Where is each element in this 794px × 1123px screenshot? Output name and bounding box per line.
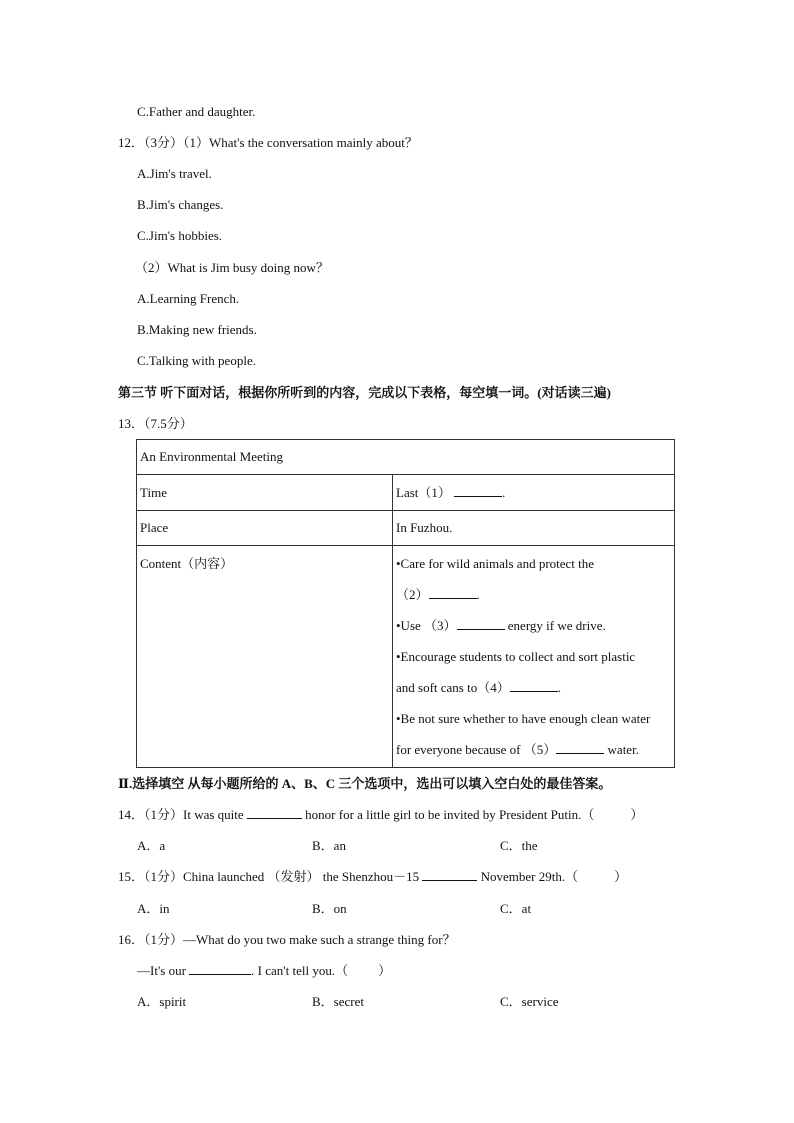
q16-reply-prefix: —It's our [137,963,190,978]
table-title-cell [137,440,675,475]
q15-stem-prefix: 15．（1分）China launched （发射） the Shenzhou－15 [118,869,423,884]
content-line-7-prefix: for everyone because of （5） [396,742,557,757]
q16-blank[interactable] [189,962,251,975]
q12-2-stem: （2）What is Jim busy doing now？ [135,260,329,275]
q16-option-b[interactable]: B．secret [312,994,364,1009]
q15-stem [118,868,627,886]
q12-1-option-b: B.Jim's changes. [137,197,224,212]
q12-1-option-a: A.Jim's travel. [137,166,212,181]
q16-reply-suffix: . I can't tell you.（ [251,963,349,978]
q11-option-c: C.Father and daughter. [137,104,256,119]
meeting-table [136,439,675,768]
content-line-3 [396,610,671,641]
time-value-cell [393,475,675,511]
place-label-cell [137,511,393,546]
time-label: Time [140,484,167,500]
content-line-3-prefix: •Use （3） [396,618,457,633]
blank-2[interactable] [429,586,477,599]
time-value-prefix: Last（1） [396,484,451,500]
section3-heading: 第三节 听下面对话，根据你所听到的内容，完成以下表格，每空填一词。(对话读三遍) [118,385,611,400]
q14-option-b[interactable]: B．an [312,838,346,853]
q12-2-option-c: C.Talking with people. [137,353,256,368]
q13-stem: 13．（7.5分） [118,416,193,431]
q12-stem: 12．（3分）（1）What's the conversation mainly about？ [118,135,418,150]
q12-2-option-a: A.Learning French. [137,291,240,306]
content-line-2-suffix: . [476,587,480,602]
blank-3[interactable] [457,617,505,630]
q15-blank[interactable] [422,868,477,881]
content-line-5 [396,672,671,703]
content-line-6-text: •Be not sure whether to have enough clean water [396,711,651,726]
content-line-5-prefix: and soft cans to（4） [396,680,510,695]
q15-option-c[interactable]: C．at [500,901,532,916]
content-line-7-suffix: water. [604,742,639,757]
q12-2-option-b: B.Making new friends. [137,322,257,337]
q15-option-a[interactable]: A．in [137,901,170,916]
content-label-cell [137,546,393,768]
place-label: Place [140,520,169,535]
section2-heading: Ⅱ.选择填空 从每小题所给的 A、B、C 三个选项中，选出可以填入空白处的最佳答案。 [118,776,612,791]
q12-1-option-c: C.Jim's hobbies. [137,228,223,243]
q14-stem-suffix: honor for a little girl to be invited by President Putin.（ [301,807,595,822]
q15-stem-suffix: November 29th.（ [477,869,579,884]
content-line-3-suffix: energy if we drive. [504,618,606,633]
blank-1[interactable] [454,484,502,497]
blank-5[interactable] [556,741,604,754]
q16-stem: 16．（1分）—What do you two make such a strange thing for？ [118,932,456,947]
content-label: Content（内容） [140,556,234,571]
content-line-6 [396,703,671,734]
time-label-cell [137,475,393,511]
table-title: An Environmental Meeting [140,449,283,464]
q14-stem-end: ） [630,807,644,822]
content-line-7 [396,734,671,765]
q15-stem-end: ） [614,869,628,884]
q14-blank[interactable] [247,806,302,819]
place-value: In Fuzhou. [396,520,453,535]
q14-option-c[interactable]: C．the [500,838,538,853]
content-line-4 [396,641,671,672]
q16-reply-end: ） [378,963,392,978]
content-line-2-prefix: （2） [396,587,429,602]
content-line-2 [396,579,671,610]
content-line-5-suffix: . [557,680,561,695]
blank-4[interactable] [510,679,558,692]
q16-option-a[interactable]: A．spirit [137,994,187,1009]
time-value-suffix: . [502,484,506,500]
place-value-cell [393,511,675,546]
q15-option-b[interactable]: B．on [312,901,347,916]
content-line-1-text: •Care for wild animals and protect the [396,556,595,571]
content-value-cell [393,546,675,768]
q14-stem-prefix: 14．（1分）It was quite [118,807,247,822]
q14-option-a[interactable]: A．a [137,838,166,853]
content-line-4-text: •Encourage students to collect and sort plastic [396,649,636,664]
q16-option-c[interactable]: C．service [500,994,559,1009]
q14-stem [118,806,643,824]
q16-reply [137,962,391,980]
content-line-1 [396,548,671,579]
